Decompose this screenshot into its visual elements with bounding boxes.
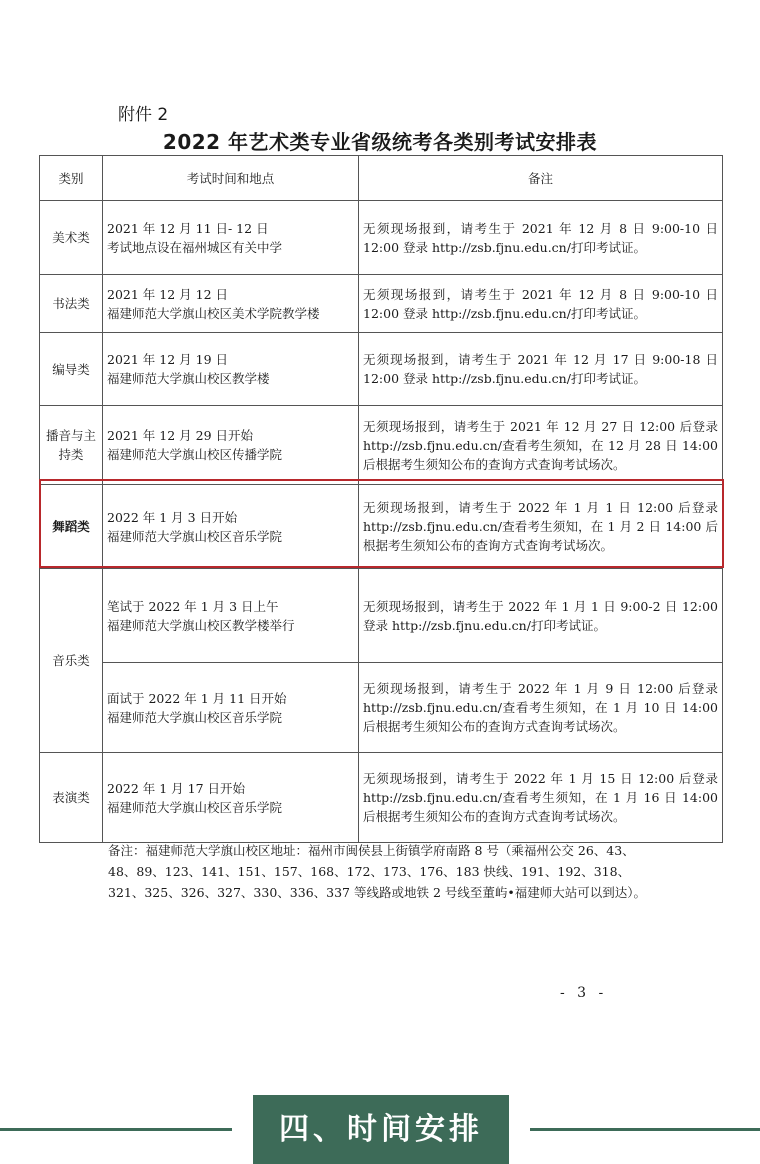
table-header-row — [40, 156, 723, 201]
category-cell: 书法类 — [40, 275, 103, 333]
section-heading: 四、时间安排 — [253, 1095, 509, 1164]
place-line: 福建师范大学旗山校区音乐学院 — [107, 528, 283, 544]
time-line: 面试于 2022 年 1 月 11 日开始 — [107, 690, 287, 706]
place-line: 福建师范大学旗山校区教学楼举行 — [107, 617, 295, 633]
table-row-highlighted — [40, 485, 723, 569]
note-cell: 无须现场报到，请考生于 2022 年 1 月 9 日 12:00 后登录 http://zsb.fjnu.edu.cn/查看考生须知，在 1 月 10 日 14:00 后根据考生须知公布的查询方式查询考试场次。 — [359, 663, 723, 753]
table-row — [40, 201, 723, 275]
place-line: 福建师范大学旗山校区美术学院教学楼 — [107, 305, 320, 321]
time-line: 2021 年 12 月 29 日开始 — [107, 428, 253, 443]
note-cell: 无须现场报到，请考生于 2022 年 1 月 15 日 12:00 后登录 http://zsb.fjnu.edu.cn/查看考生须知，在 1 月 16 日 14:00 后根据考生须知公布的查询方式查询考试场次。 — [359, 753, 723, 843]
time-place-cell — [103, 201, 359, 275]
exam-schedule-table — [39, 155, 723, 843]
time-place-cell — [103, 753, 359, 843]
time-place-cell — [103, 485, 359, 569]
header-category: 类别 — [40, 156, 103, 201]
time-place-cell — [103, 663, 359, 753]
place-line: 福建师范大学旗山校区传播学院 — [107, 447, 283, 462]
time-place-cell — [103, 275, 359, 333]
table-row — [40, 275, 723, 333]
header-notes: 备注 — [359, 156, 723, 201]
category-cell: 播音与主持类 — [40, 406, 103, 485]
note-cell: 无须现场报到，请考生于 2022 年 1 月 1 日 12:00 后登录 http://zsb.fjnu.edu.cn/查看考生须知，在 1 月 2 日 14:00 后根据考生须知公布的查询方式查询考试场次。 — [359, 485, 723, 569]
category-cell: 表演类 — [40, 753, 103, 843]
note-cell: 无须现场报到，请考生于 2021 年 12 月 8 日 9:00-10 日 12:00 登录 http://zsb.fjnu.edu.cn/打印考试证。 — [359, 201, 723, 275]
table-row — [40, 753, 723, 843]
time-place-cell — [103, 569, 359, 663]
table-row — [40, 569, 723, 663]
footnote: 备注：福建师范大学旗山校区地址：福州市闽侯县上街镇学府南路 8 号（乘福州公交 26、43、48、89、123、141、151、157、168、172、173、176、183 快线、191、192、318、321、325、326、327、330、336、337 等线路或地铁 2 号线至董屿•福建师大站可以到达）。 — [108, 843, 647, 900]
note-cell: 无须现场报到，请考生于 2021 年 12 月 17 日 9:00-18 日 12:00 登录 http://zsb.fjnu.edu.cn/打印考试证。 — [359, 333, 723, 406]
category-cell: 音乐类 — [40, 569, 103, 753]
header-time-place: 考试时间和地点 — [103, 156, 359, 201]
divider-left — [0, 1128, 232, 1131]
place-line: 福建师范大学旗山校区音乐学院 — [107, 799, 283, 815]
table-row — [40, 406, 723, 485]
page-title: 2022 年艺术类专业省级统考各类别考试安排表 — [162, 130, 598, 154]
table-row — [40, 333, 723, 406]
time-place-cell — [103, 333, 359, 406]
place-line: 考试地点设在福州城区有关中学 — [107, 239, 283, 255]
category-cell: 舞蹈类 — [40, 485, 103, 569]
time-line: 2021 年 12 月 19 日 — [107, 352, 228, 367]
place-line: 福建师范大学旗山校区教学楼 — [107, 371, 270, 386]
note-cell: 无须现场报到，请考生于 2021 年 12 月 27 日 12:00 后登录 http://zsb.fjnu.edu.cn/查看考生须知，在 12 月 28 日 14:00 后根据考生须知公布的查询方式查询考试场次。 — [359, 406, 723, 485]
time-place-cell — [103, 406, 359, 485]
place-line: 福建师范大学旗山校区音乐学院 — [107, 709, 283, 725]
time-line: 笔试于 2022 年 1 月 3 日上午 — [107, 598, 279, 614]
category-cell: 编导类 — [40, 333, 103, 406]
table-row — [40, 663, 723, 753]
time-line: 2022 年 1 月 3 日开始 — [107, 509, 238, 525]
divider-right — [530, 1128, 760, 1131]
note-cell: 无须现场报到，请考生于 2021 年 12 月 8 日 9:00-10 日 12:00 登录 http://zsb.fjnu.edu.cn/打印考试证。 — [359, 275, 723, 333]
time-line: 2022 年 1 月 17 日开始 — [107, 780, 246, 796]
page-number: - 3 - — [560, 985, 608, 1001]
attachment-label: 附件 2 — [118, 105, 169, 125]
category-cell: 美术类 — [40, 201, 103, 275]
time-line: 2021 年 12 月 12 日 — [107, 286, 228, 302]
note-cell: 无须现场报到，请考生于 2022 年 1 月 1 日 9:00-2 日 12:00 登录 http://zsb.fjnu.edu.cn/打印考试证。 — [359, 569, 723, 663]
time-line: 2021 年 12 月 11 日- 12 日 — [107, 220, 269, 236]
